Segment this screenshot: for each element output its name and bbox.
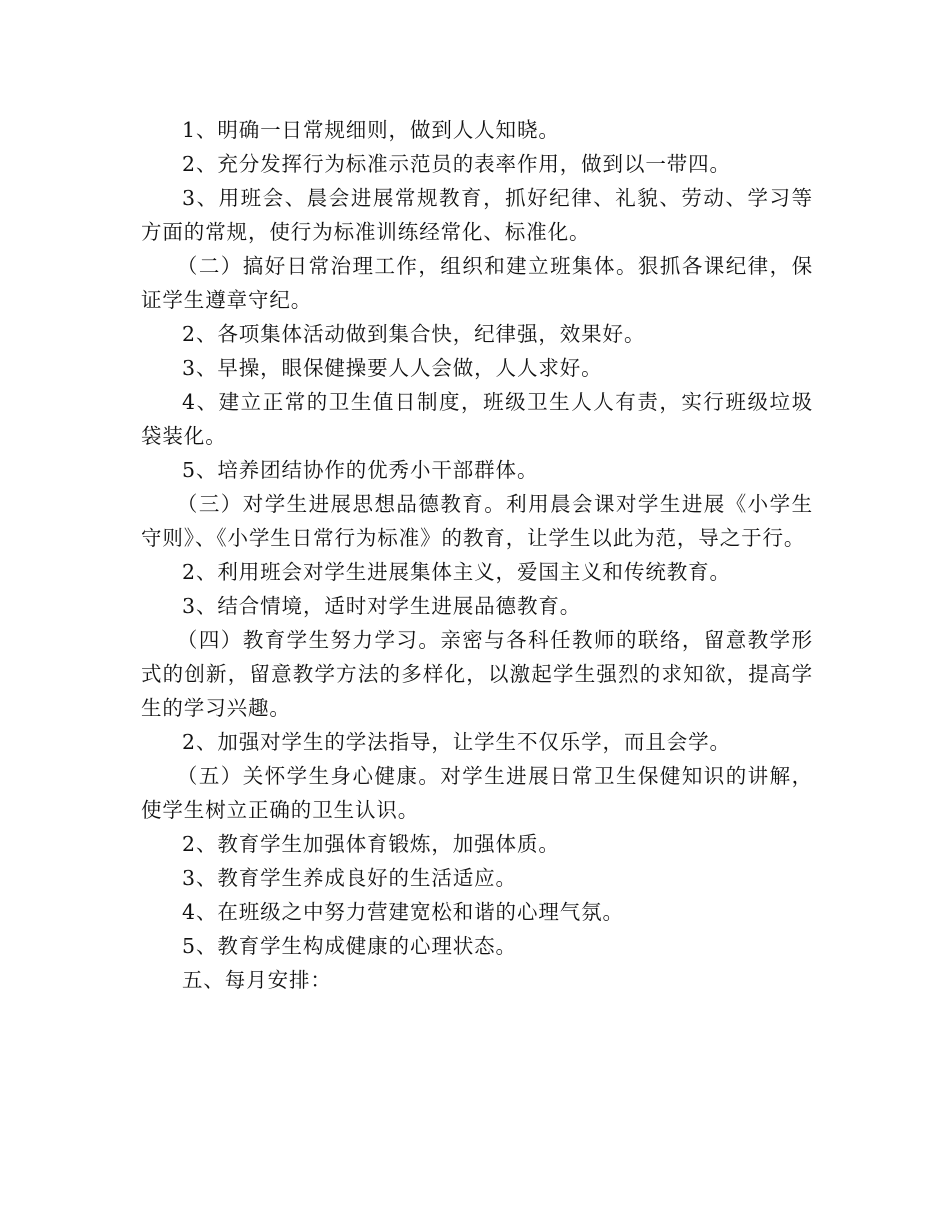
paragraph: 2、充分发挥行为标准示范员的表率作用，做到以一带四。: [182, 152, 731, 176]
section-heading-paragraph: （三）对学生进展思想品德教育。利用晨会课对学生进展《小学生守则》、《小学生日常行为标准》的教育，让学生以此为范，导之于行。: [141, 492, 813, 550]
section-title: 五、每月安排：: [182, 968, 332, 992]
paragraph: 2、教育学生加强体育锻炼，加强体质。: [182, 832, 560, 856]
paragraph: 1、明确一日常规细则，做到人人知晓。: [182, 118, 560, 142]
paragraph: 2、加强对学生的学法指导，让学生不仅乐学，而且会学。: [182, 730, 731, 754]
paragraph: 5、培养团结协作的优秀小干部群体。: [182, 458, 539, 482]
paragraph: 5、教育学生构成健康的心理状态。: [182, 934, 517, 958]
paragraph: 4、建立正常的卫生值日制度，班级卫生人人有责，实行班级垃圾袋装化。: [141, 390, 813, 448]
paragraph: 3、用班会、晨会进展常规教育，抓好纪律、礼貌、劳动、学习等方面的常规，使行为标准训练经常化、标准化。: [141, 186, 813, 244]
paragraph: 3、教育学生养成良好的生活适应。: [182, 866, 517, 890]
paragraph: 2、利用班会对学生进展集体主义，爱国主义和传统教育。: [182, 560, 731, 584]
section-heading-paragraph: （二）搞好日常治理工作，组织和建立班集体。狠抓各课纪律，保证学生遵章守纪。: [141, 254, 813, 312]
paragraph: 2、各项集体活动做到集合快，纪律强，效果好。: [182, 322, 646, 346]
section-heading-paragraph: （四）教育学生努力学习。亲密与各科任教师的联络，留意教学形式的创新，留意教学方法的多样化，以激起学生强烈的求知欲，提高学生的学习兴趣。: [141, 628, 813, 720]
paragraph: 3、结合情境，适时对学生进展品德教育。: [182, 594, 582, 618]
document-body: [141, 113, 813, 997]
paragraph: 3、早操，眼保健操要人人会做，人人求好。: [182, 356, 603, 380]
paragraph: 4、在班级之中努力营建宽松和谐的心理气氛。: [182, 900, 624, 924]
section-heading-paragraph: （五）关怀学生身心健康。对学生进展日常卫生保健知识的讲解，使学生树立正确的卫生认识。: [141, 764, 813, 822]
